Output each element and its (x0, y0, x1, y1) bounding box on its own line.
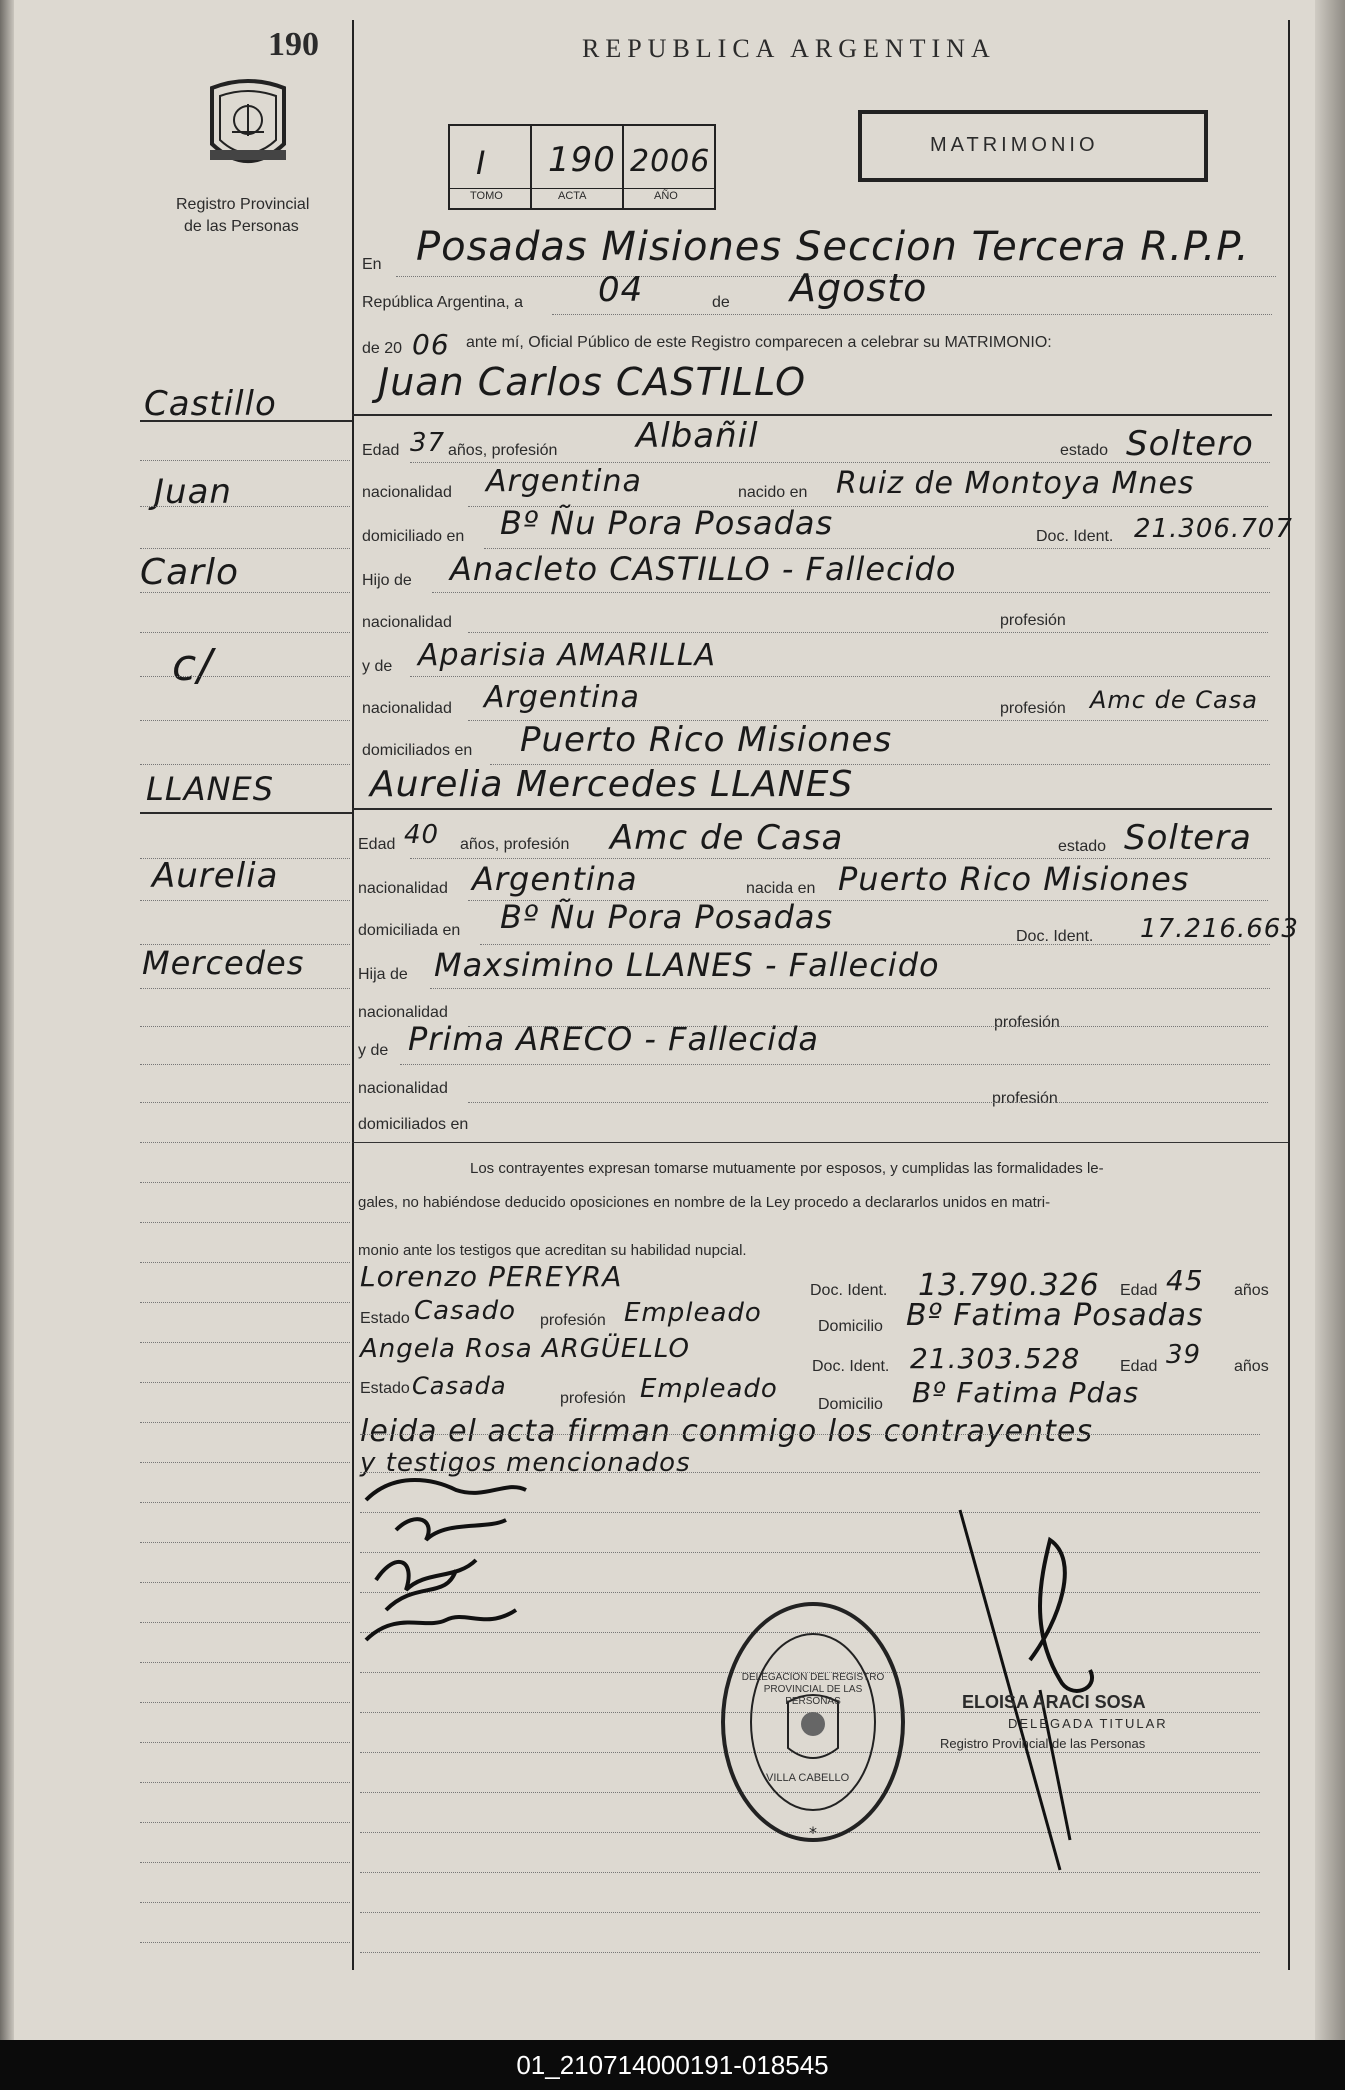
nacionalidad-label: nacionalidad (358, 880, 448, 897)
doc-type: MATRIMONIO (930, 134, 1099, 156)
bride-profession: Amc de Casa (610, 818, 844, 858)
witness1-doc: 13.790.326 (918, 1268, 1100, 1303)
anio-value: 2006 (630, 144, 711, 179)
witness1-estado: Casado (414, 1296, 516, 1326)
estado-label: estado (1058, 838, 1107, 855)
margin-note: c/ (172, 640, 214, 691)
anios-profesion-label: años, profesión (448, 442, 558, 459)
tomo-value: I (476, 144, 487, 182)
groom-father: Anacleto CASTILLO - Fallecido (450, 550, 957, 588)
acta-value: 190 (548, 140, 616, 180)
month-value: Agosto (790, 266, 928, 310)
groom-name: Juan Carlos CASTILLO (378, 360, 807, 404)
domicilio-label: Domicilio (818, 1396, 883, 1413)
domiciliados-label: domiciliados en (362, 742, 473, 759)
witness1-name: Lorenzo PEREYRA (360, 1260, 623, 1293)
volume-box (448, 124, 716, 210)
groom-birthplace: Ruiz de Montoya Mnes (836, 466, 1195, 501)
groom-mother-nationality: Argentina (484, 680, 640, 715)
bride-father: Maxsimino LLANES - Fallecido (434, 946, 940, 984)
doc-type-box (858, 110, 1208, 182)
profesion-label: profesión (540, 1312, 606, 1329)
bride-estado: Soltera (1124, 818, 1252, 858)
nacionalidad-label: nacionalidad (362, 484, 452, 501)
nacido-label: nacido en (738, 484, 808, 501)
hija-label: Hija de (358, 966, 408, 983)
anios-label: años (1234, 1358, 1269, 1375)
groom-age: 37 (410, 428, 446, 458)
doc-label: Doc. Ident. (1036, 528, 1114, 545)
page-number: 190 (268, 26, 319, 63)
witness1-profession: Empleado (624, 1298, 762, 1328)
witness2-profession: Empleado (640, 1374, 778, 1404)
official-title: DELEGADA TITULAR (1008, 1716, 1168, 1731)
doc-label: Doc. Ident. (810, 1282, 888, 1299)
margin-note: LLANES (146, 770, 275, 808)
margin-note: Castillo (144, 384, 277, 424)
registry-line1: Registro Provincial (176, 196, 310, 213)
estado-label: Estado (360, 1310, 410, 1327)
witness1-age: 45 (1166, 1264, 1204, 1297)
bride-birthplace: Puerto Rico Misiones (838, 860, 1190, 898)
party-signatures-icon (356, 1460, 556, 1660)
estado-label: Estado (360, 1380, 410, 1397)
stamp-inner-text: VILLA CABELLO (766, 1772, 850, 1784)
year-suffix: 06 (412, 328, 450, 361)
domiciliado-label: domiciliado en (362, 528, 465, 545)
doc-label: Doc. Ident. (812, 1358, 890, 1375)
republica-label: República Argentina, a (362, 294, 523, 311)
estado-label: estado (1060, 442, 1109, 459)
anios-label: años (1234, 1282, 1269, 1299)
witness2-age: 39 (1166, 1340, 1202, 1370)
footer-code: 01_210714000191-018545 (0, 2040, 1345, 2090)
margin-divider (352, 20, 354, 1970)
edad-label: Edad (1120, 1282, 1158, 1299)
svg-text:*: * (809, 1823, 817, 1842)
nacida-label: nacida en (746, 880, 816, 897)
bride-mother: Prima ARECO - Fallecida (408, 1020, 819, 1058)
de-label: de (712, 294, 730, 311)
declaration-line3: monio ante los testigos que acreditan su habilidad nupcial. (358, 1242, 747, 1259)
witness2-estado: Casada (412, 1372, 507, 1400)
place-value: Posadas Misiones Seccion Tercera R.P.P. (416, 224, 1250, 270)
profesion-label: profesión (994, 1014, 1060, 1031)
domiciliados-label: domiciliados en (358, 1116, 469, 1133)
closing-line2: y testigos mencionados (360, 1448, 691, 1478)
hijo-label: Hijo de (362, 572, 412, 589)
registry-stamp-icon (718, 1598, 908, 1846)
profesion-label: profesión (992, 1090, 1058, 1107)
tomo-label: TOMO (470, 190, 503, 202)
edad-label: Edad (358, 836, 396, 853)
page-edge (1315, 0, 1345, 2040)
anio-label: AÑO (654, 190, 678, 202)
book-spine (0, 0, 14, 2040)
bride-age: 40 (404, 820, 440, 850)
profesion-label: profesión (560, 1390, 626, 1407)
official-name: ELOISA ARACI SOSA (962, 1692, 1146, 1712)
nacionalidad-label: nacionalidad (358, 1004, 448, 1021)
witness2-name: Angela Rosa ARGÜELLO (360, 1334, 690, 1364)
day-value: 04 (598, 270, 644, 310)
groom-domicile: Bº Ñu Pora Posadas (500, 504, 834, 542)
domiciliada-label: domiciliada en (358, 922, 461, 939)
groom-estado: Soltero (1126, 424, 1254, 464)
nacionalidad-label: nacionalidad (358, 1080, 448, 1097)
groom-profession: Albañil (636, 416, 759, 456)
witness2-domicile: Bº Fatima Pdas (912, 1376, 1140, 1409)
en-label: En (362, 256, 382, 273)
witness1-domicile: Bº Fatima Posadas (906, 1298, 1204, 1333)
profesion-label: profesión (1000, 612, 1066, 629)
province-seal-icon (202, 74, 294, 180)
yde-label: y de (358, 1042, 389, 1059)
doc-label: Doc. Ident. (1016, 928, 1094, 945)
profesion-label: profesión (1000, 700, 1066, 717)
margin-note: Aurelia (152, 856, 279, 896)
nacionalidad-label: nacionalidad (362, 700, 452, 717)
margin-note: Mercedes (142, 944, 305, 982)
stamp-outer-text: DELEGACION DEL REGISTRO PROVINCIAL DE LAS PERSONAS (741, 1672, 885, 1707)
groom-nationality: Argentina (486, 464, 642, 499)
groom-mother: Aparisia AMARILLA (418, 638, 717, 673)
witness2-doc: 21.303.528 (910, 1342, 1081, 1375)
bride-doc: 17.216.663 (1140, 914, 1299, 944)
margin-note: Carlo (140, 552, 240, 593)
statement: ante mí, Oficial Público de este Registro comparecen a celebrar su MATRIMONIO: (466, 334, 1052, 351)
groom-doc: 21.306.707 (1134, 514, 1293, 544)
domicilio-label: Domicilio (818, 1318, 883, 1335)
groom-parents-domicile: Puerto Rico Misiones (520, 720, 893, 760)
bride-nationality: Argentina (472, 860, 638, 898)
edad-label: Edad (362, 442, 400, 459)
margin-note: Juan (154, 472, 232, 512)
registry-line2: de las Personas (184, 218, 299, 235)
yde-label: y de (362, 658, 393, 675)
bride-domicile: Bº Ñu Pora Posadas (500, 898, 834, 936)
country-header: REPUBLICA ARGENTINA (582, 34, 996, 63)
declaration-line1: Los contrayentes expresan tomarse mutuamente por esposos, y cumplidas las formalidades le- (470, 1160, 1104, 1177)
declaration-line2: gales, no habiéndose deducido oposiciones en nombre de la Ley procedo a declararlos unidos en matri- (358, 1194, 1051, 1211)
edad-label: Edad (1120, 1358, 1158, 1375)
anios-profesion-label: años, profesión (460, 836, 570, 853)
acta-label: ACTA (558, 190, 587, 202)
closing-line1: leida el acta firman conmigo los contrayentes (360, 1414, 1093, 1449)
year-prefix: de 20 (362, 340, 403, 357)
right-border (1288, 20, 1290, 1970)
groom-mother-profession: Amc de Casa (1090, 686, 1258, 714)
official-signature-icon (950, 1500, 1110, 1880)
official-office: Registro Provincial de las Personas (940, 1736, 1146, 1751)
nacionalidad-label: nacionalidad (362, 614, 452, 631)
bride-name: Aurelia Mercedes LLANES (370, 764, 854, 805)
